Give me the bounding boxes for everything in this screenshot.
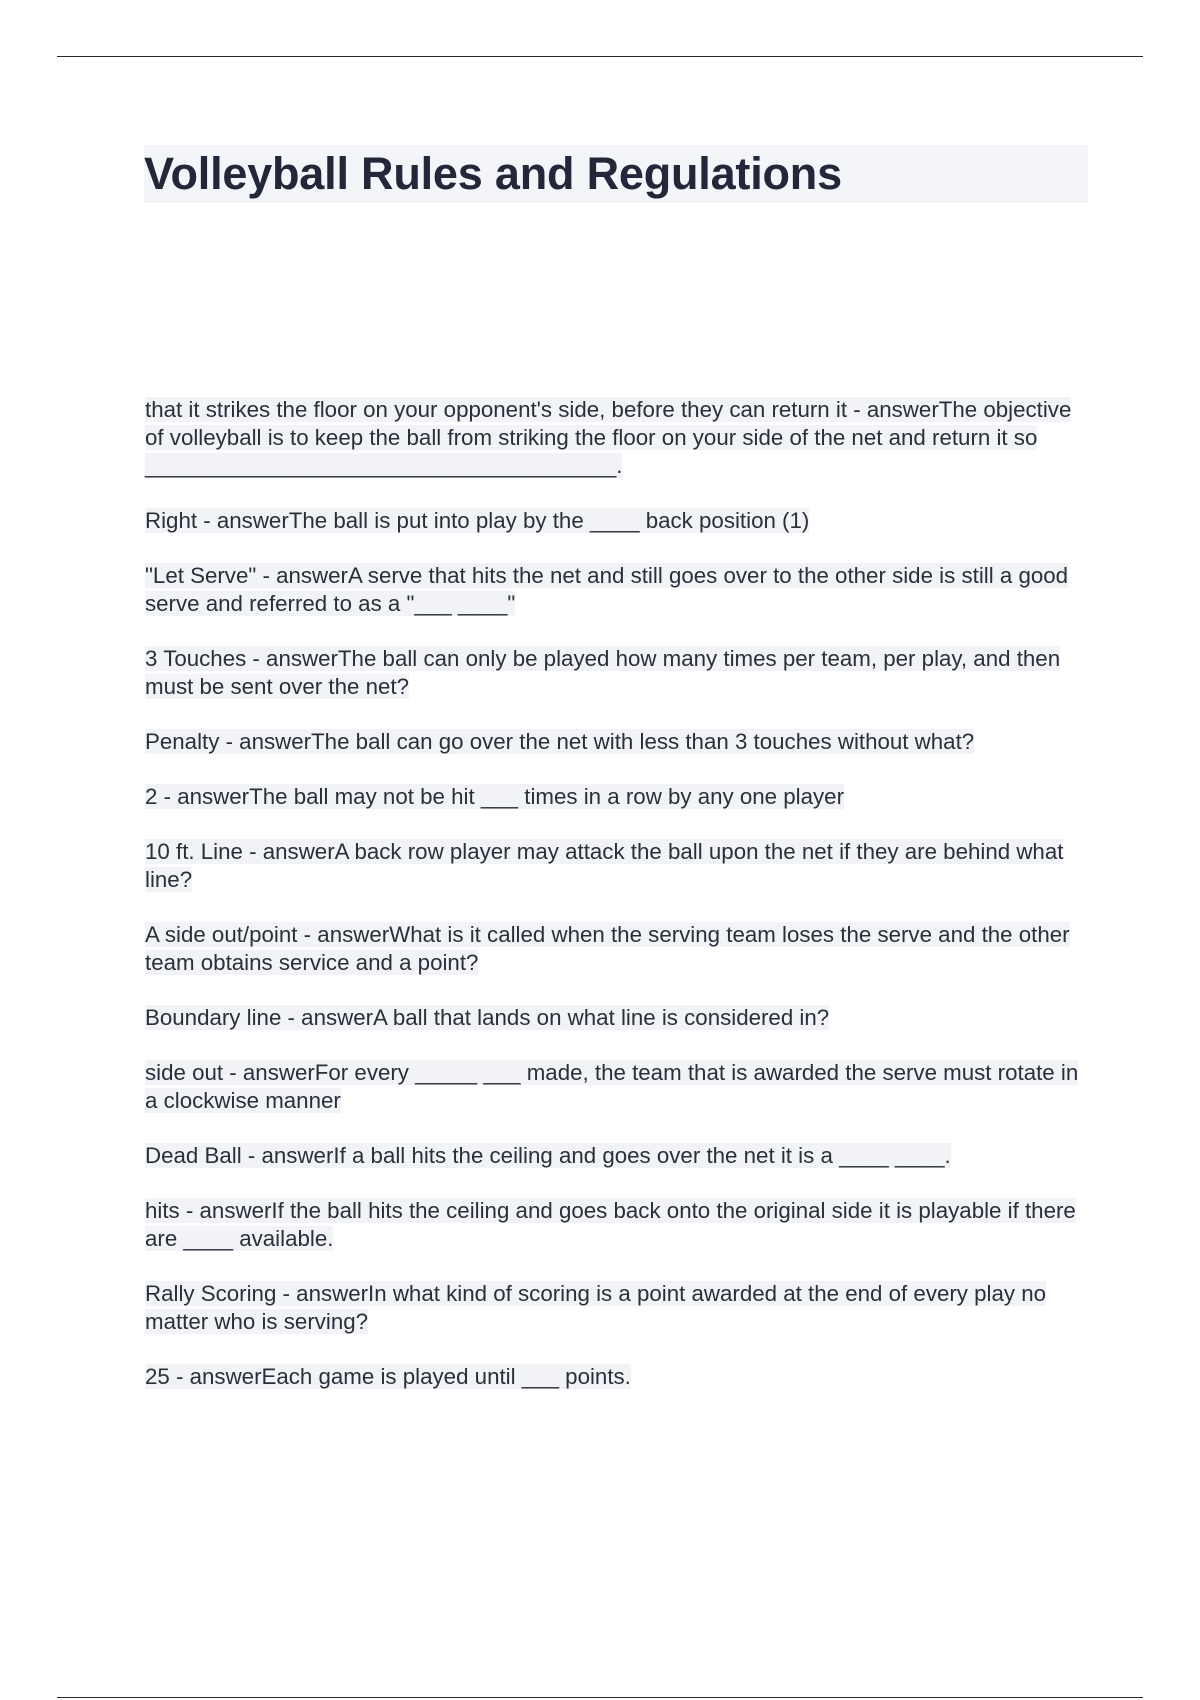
flashcard-text: Right - answerThe ball is put into play by the ____ back position (1): [145, 508, 810, 533]
flashcard-list: [145, 396, 1095, 1418]
flashcard-item: [145, 562, 1095, 618]
flashcard-text: "Let Serve" - answerA serve that hits the net and still goes over to the other side is still a good serve and referred to as a "___ ____": [145, 563, 1069, 616]
flashcard-text: that it strikes the floor on your opponent's side, before they can return it - answerThe objective of volleyball is to keep the ball from striking the floor on your side of the net and return it so ______________________________________.: [145, 397, 1072, 478]
title-block: [144, 145, 1088, 203]
flashcard-item: [145, 1142, 1095, 1170]
flashcard-text: Penalty - answerThe ball can go over the net with less than 3 touches without what?: [145, 729, 975, 754]
flashcard-text: hits - answerIf the ball hits the ceiling and goes back onto the original side it is playable if there are ____ available.: [145, 1198, 1076, 1251]
flashcard-text: 25 - answerEach game is played until ___ points.: [145, 1364, 631, 1389]
flashcard-item: [145, 1004, 1095, 1032]
flashcard-item: [145, 1059, 1095, 1115]
flashcard-item: [145, 507, 1095, 535]
flashcard-text: Rally Scoring - answerIn what kind of scoring is a point awarded at the end of every play no matter who is serving?: [145, 1281, 1047, 1334]
flashcard-text: 3 Touches - answerThe ball can only be played how many times per team, per play, and then must be sent over the net?: [145, 646, 1061, 699]
flashcard-text: Boundary line - answerA ball that lands on what line is considered in?: [145, 1005, 830, 1030]
flashcard-text: 10 ft. Line - answerA back row player may attack the ball upon the net if they are behind what line?: [145, 839, 1064, 892]
flashcard-item: [145, 783, 1095, 811]
flashcard-text: 2 - answerThe ball may not be hit ___ times in a row by any one player: [145, 784, 844, 809]
bottom-divider: [57, 1697, 1143, 1698]
flashcard-text: side out - answerFor every _____ ___ made, the team that is awarded the serve must rotate in a clockwise manner: [145, 1060, 1079, 1113]
flashcard-item: [145, 728, 1095, 756]
flashcard-text: Dead Ball - answerIf a ball hits the ceiling and goes over the net it is a ____ ____.: [145, 1143, 951, 1168]
flashcard-item: [145, 1363, 1095, 1391]
flashcard-item: [145, 645, 1095, 701]
flashcard-item: [145, 921, 1095, 977]
top-divider: [57, 56, 1143, 57]
flashcard-item: [145, 838, 1095, 894]
flashcard-item: [145, 396, 1095, 480]
flashcard-item: [145, 1280, 1095, 1336]
page-title: Volleyball Rules and Regulations: [144, 148, 842, 199]
flashcard-item: [145, 1197, 1095, 1253]
flashcard-text: A side out/point - answerWhat is it called when the serving team loses the serve and the other team obtains service and a point?: [145, 922, 1070, 975]
